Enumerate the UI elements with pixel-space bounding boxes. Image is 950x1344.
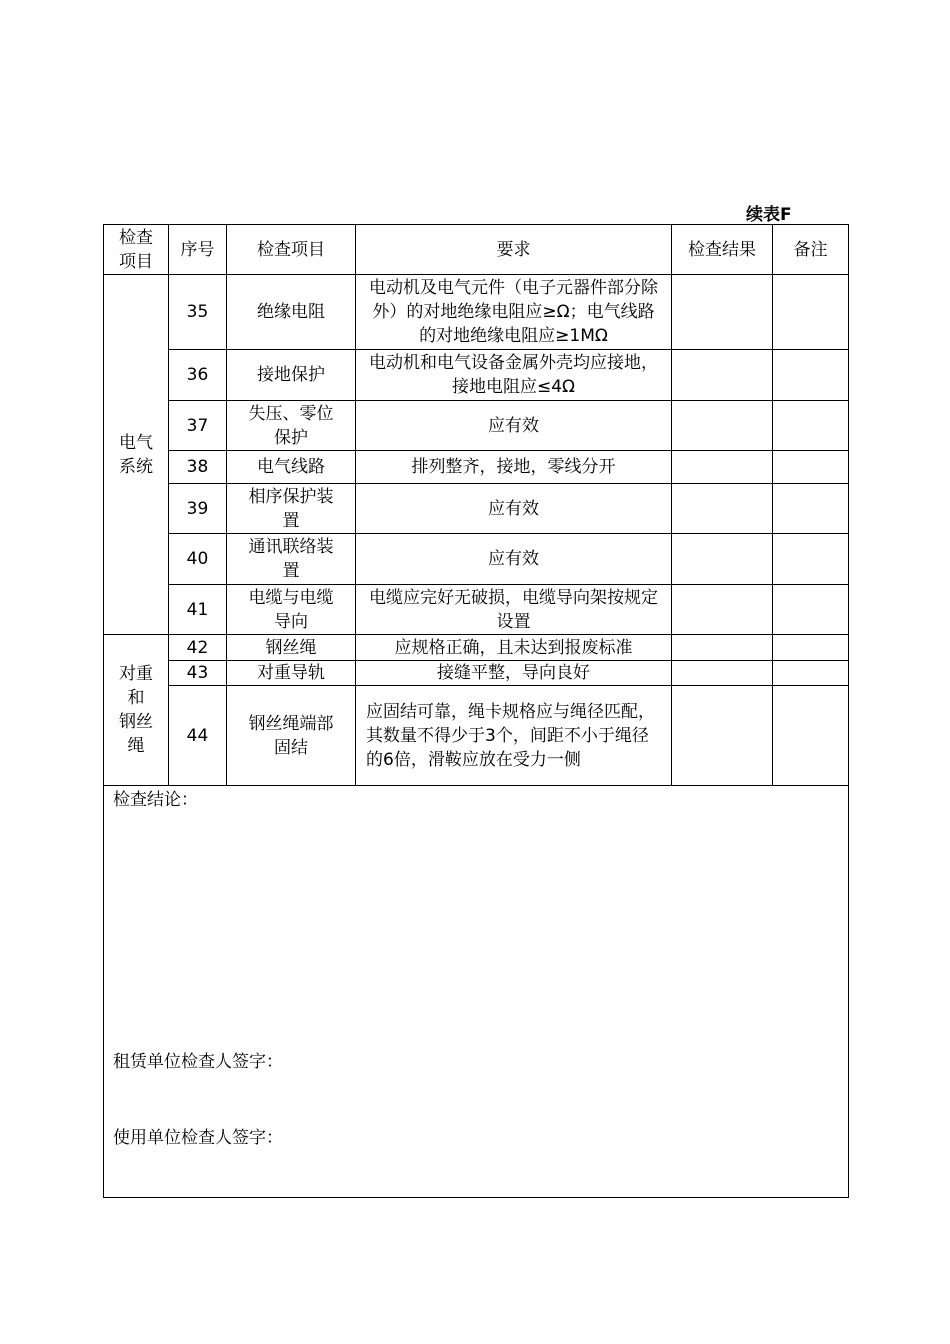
seq-cell: 37 — [169, 401, 227, 451]
header-row — [104, 225, 849, 275]
requirement-cell: 应有效 — [356, 401, 672, 451]
item-cell: 对重导轨 — [227, 661, 356, 686]
header-category: 检查 项目 — [104, 225, 169, 275]
seq-cell: 42 — [169, 635, 227, 661]
group-electrical: 电气 系统 — [104, 275, 169, 635]
remark-cell[interactable] — [773, 350, 849, 401]
inspection-table — [103, 224, 849, 1198]
seq-cell: 35 — [169, 275, 227, 350]
requirement-cell: 电缆应完好无破损，电缆导向架按规定设置 — [356, 585, 672, 635]
remark-cell[interactable] — [773, 661, 849, 686]
result-cell[interactable] — [672, 350, 773, 401]
result-cell[interactable] — [672, 401, 773, 451]
remark-cell[interactable] — [773, 451, 849, 484]
remark-cell[interactable] — [773, 635, 849, 661]
seq-cell: 40 — [169, 534, 227, 585]
seq-cell: 41 — [169, 585, 227, 635]
item-cell: 钢丝绳端部 固结 — [227, 686, 356, 786]
remark-cell[interactable] — [773, 534, 849, 585]
requirement-cell: 应有效 — [356, 484, 672, 534]
table-row — [104, 534, 849, 585]
table-row — [104, 585, 849, 635]
table-caption: 续表F — [746, 205, 792, 225]
header-item: 检查项目 — [227, 225, 356, 275]
requirement-cell: 电动机和电气设备金属外壳均应接地，接地电阻应≤4Ω — [356, 350, 672, 401]
seq-cell: 39 — [169, 484, 227, 534]
table-row — [104, 635, 849, 661]
conclusion-area[interactable] — [104, 786, 849, 1198]
seq-cell: 36 — [169, 350, 227, 401]
table-row — [104, 451, 849, 484]
remark-cell[interactable] — [773, 275, 849, 350]
item-cell: 绝缘电阻 — [227, 275, 356, 350]
result-cell[interactable] — [672, 534, 773, 585]
item-cell: 接地保护 — [227, 350, 356, 401]
item-cell: 钢丝绳 — [227, 635, 356, 661]
remark-cell[interactable] — [773, 686, 849, 786]
remark-cell[interactable] — [773, 585, 849, 635]
seq-cell: 43 — [169, 661, 227, 686]
header-remark: 备注 — [773, 225, 849, 275]
result-cell[interactable] — [672, 661, 773, 686]
user-signature-label: 使用单位检查人签字： — [113, 1128, 283, 1148]
item-cell: 相序保护装 置 — [227, 484, 356, 534]
result-cell[interactable] — [672, 484, 773, 534]
remark-cell[interactable] — [773, 484, 849, 534]
header-seq: 序号 — [169, 225, 227, 275]
table-row — [104, 484, 849, 534]
requirement-cell: 电动机及电气元件（电子元器件部分除外）的对地绝缘电阻应≥Ω；电气线路的对地绝缘电阻应≥1MΩ — [356, 275, 672, 350]
header-result: 检查结果 — [672, 225, 773, 275]
requirement-cell: 应规格正确，且未达到报废标准 — [356, 635, 672, 661]
requirement-cell: 应有效 — [356, 534, 672, 585]
header-requirement: 要求 — [356, 225, 672, 275]
item-cell: 电缆与电缆 导向 — [227, 585, 356, 635]
table-row — [104, 275, 849, 350]
requirement-cell: 接缝平整，导向良好 — [356, 661, 672, 686]
item-cell: 电气线路 — [227, 451, 356, 484]
table-row — [104, 401, 849, 451]
conclusion-label: 检查结论： — [113, 790, 198, 810]
result-cell[interactable] — [672, 451, 773, 484]
group-counterweight-rope: 对重 和 钢丝 绳 — [104, 635, 169, 786]
item-cell: 通讯联络装 置 — [227, 534, 356, 585]
requirement-cell: 排列整齐，接地，零线分开 — [356, 451, 672, 484]
seq-cell: 38 — [169, 451, 227, 484]
result-cell[interactable] — [672, 686, 773, 786]
table-row — [104, 350, 849, 401]
requirement-cell: 应固结可靠，绳卡规格应与绳径匹配，其数量不得少于3个，间距不小于绳径的6倍，滑鞍应放在受力一侧 — [356, 686, 672, 786]
item-cell: 失压、零位 保护 — [227, 401, 356, 451]
table-row — [104, 661, 849, 686]
table-row — [104, 686, 849, 786]
remark-cell[interactable] — [773, 401, 849, 451]
result-cell[interactable] — [672, 275, 773, 350]
seq-cell: 44 — [169, 686, 227, 786]
conclusion-row — [104, 786, 849, 1198]
result-cell[interactable] — [672, 585, 773, 635]
lessor-signature-label: 租赁单位检查人签字： — [113, 1052, 283, 1072]
result-cell[interactable] — [672, 635, 773, 661]
